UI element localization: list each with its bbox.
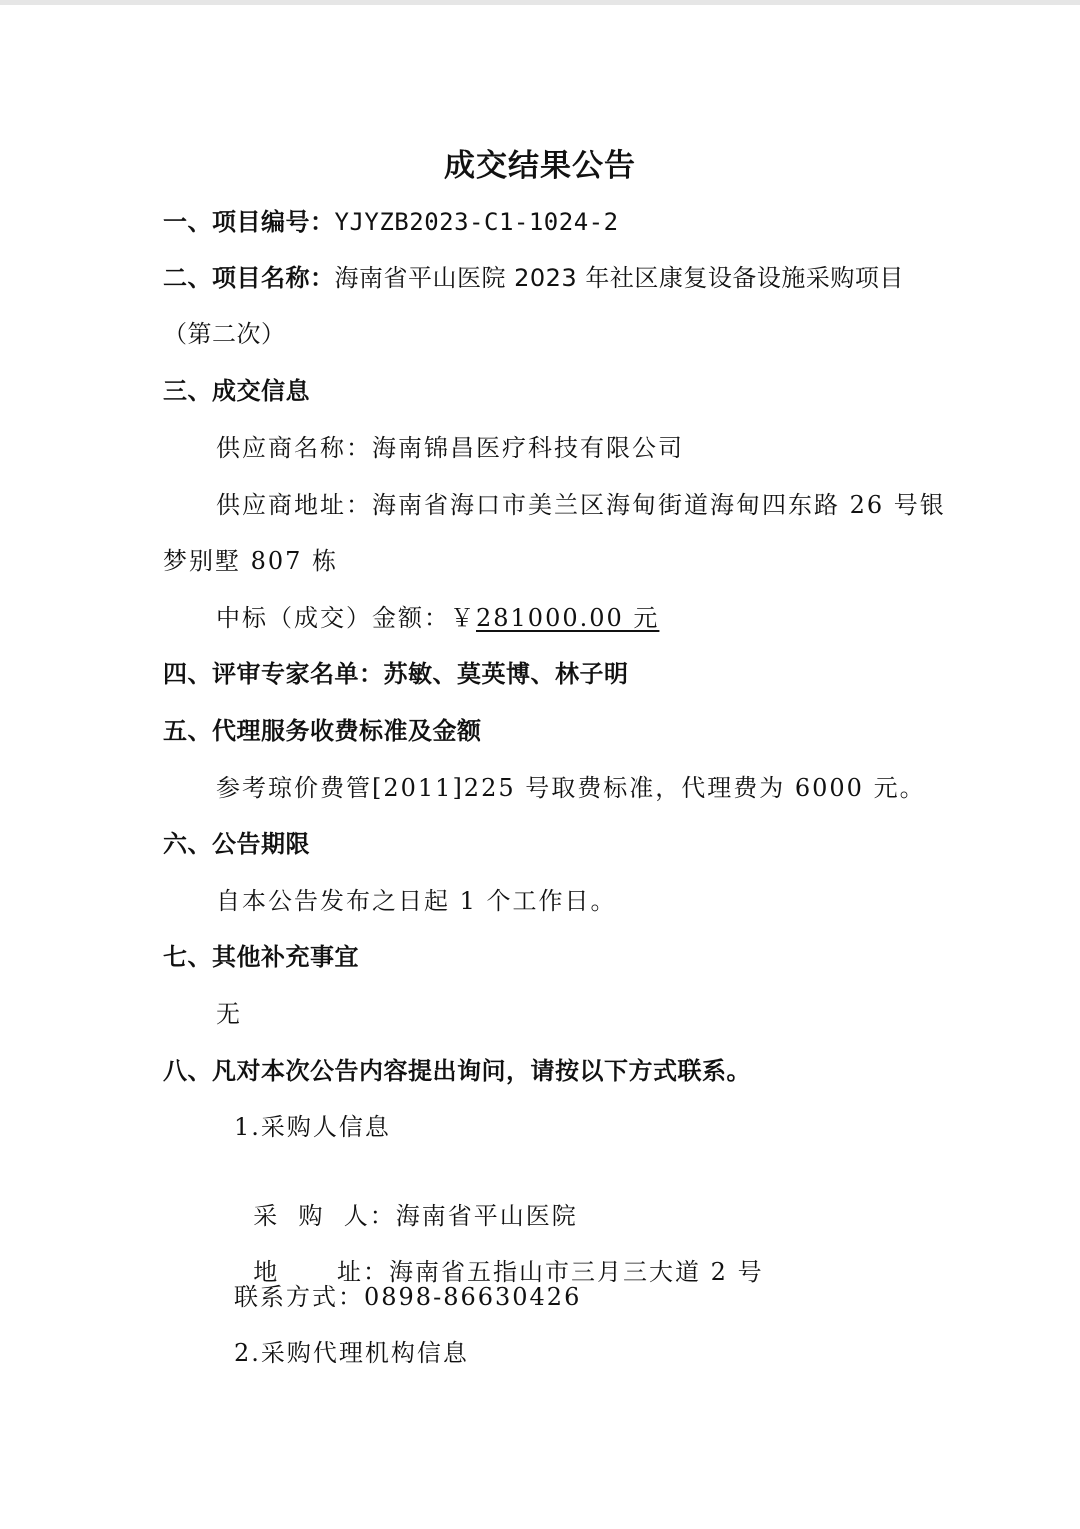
project-name-line xyxy=(163,262,904,294)
project-number-value: YJYZB2023-C1-1024-2 xyxy=(334,208,619,236)
agency-fee-heading: 五、代理服务收费标准及金额 xyxy=(163,717,482,745)
award-amount-line xyxy=(216,602,659,634)
purchaser-contact-line xyxy=(234,1281,581,1313)
project-name-label: 二、项目名称： xyxy=(163,264,335,292)
supplier-address-line xyxy=(216,489,946,521)
purchaser-address-label: 地 址： xyxy=(253,1258,390,1286)
purchaser-value: 海南省平山医院 xyxy=(395,1202,578,1230)
other-matters-text: 无 xyxy=(216,1000,242,1028)
contact-heading: 八、凡对本次公告内容提出询问，请按以下方式联系。 xyxy=(163,1057,751,1085)
page-title: 成交结果公告 xyxy=(444,148,636,184)
purchaser-contact-value: 0898-86630426 xyxy=(364,1283,582,1311)
purchaser-address-value: 海南省五指山市三月三大道 2 号 xyxy=(389,1258,764,1286)
agency-info-heading: 2.采购代理机构信息 xyxy=(234,1339,469,1367)
deal-info-heading: 三、成交信息 xyxy=(163,377,310,405)
supplier-address-label: 供应商地址： xyxy=(216,491,372,519)
notice-period-heading: 六、公告期限 xyxy=(163,830,310,858)
notice-period-text: 自本公告发布之日起 1 个工作日。 xyxy=(216,887,617,915)
purchaser-contact-label: 联系方式： xyxy=(234,1283,364,1311)
agency-fee-text: 参考琼价费管[2011]225 号取费标准，代理费为 6000 元。 xyxy=(216,774,926,802)
experts-label: 四、评审专家名单： xyxy=(163,660,384,688)
supplier-name-value: 海南锦昌医疗科技有限公司 xyxy=(372,434,684,462)
project-number-line xyxy=(163,206,619,238)
purchaser-line xyxy=(234,1168,578,1232)
supplier-address-value: 海南省海口市美兰区海甸街道海甸四东路 26 号银 xyxy=(372,491,946,519)
experts-value: 苏敏、莫英博、林子明 xyxy=(383,660,629,688)
award-amount-label: 中标（成交）金额：￥ xyxy=(216,604,476,632)
project-name-continuation: （第二次） xyxy=(163,320,286,348)
other-matters-heading: 七、其他补充事宜 xyxy=(163,943,359,971)
purchaser-info-heading: 1.采购人信息 xyxy=(234,1113,391,1141)
experts-line xyxy=(163,658,629,690)
supplier-name-line xyxy=(216,432,684,464)
project-number-label: 一、项目编号： xyxy=(163,208,335,236)
award-amount-value: 281000.00 元 xyxy=(476,604,660,632)
purchaser-label: 采 购 人： xyxy=(253,1202,396,1230)
supplier-address-continuation: 梦别墅 807 栋 xyxy=(163,547,339,575)
top-bar xyxy=(0,0,1080,5)
purchaser-address-line xyxy=(234,1224,764,1288)
supplier-name-label: 供应商名称： xyxy=(216,434,372,462)
project-name-value: 海南省平山医院 2023 年社区康复设备设施采购项目 xyxy=(334,264,904,292)
